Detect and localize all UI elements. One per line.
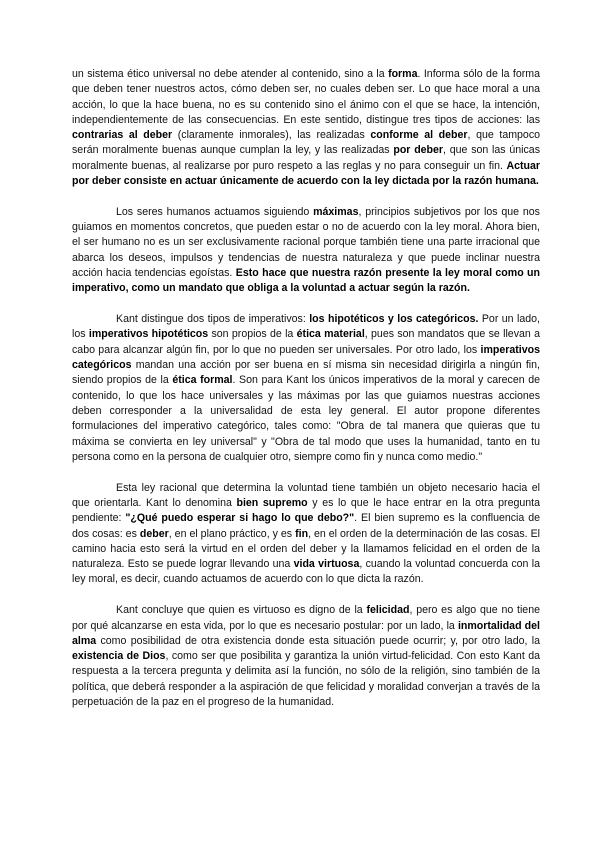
text-run: mandan una acción por ser buena en sí misma sin necesidad dirigirla a ningún fin, siendo propios de la [72, 359, 540, 387]
text-run: , como ser que posibilita y garantiza la unión virtud-felicidad. Con esto Kant da respuesta a la tercera pregunta y delimita así la función, no sólo de la religión, sino también de la política, que deberá responder a la aspiración de que felicidad y moralidad converjan a través de la perpetuación de la paz en el progreso de la humanidad. [72, 650, 540, 708]
emphasized-text: "¿Qué puedo esperar si hago lo que debo?" [125, 512, 355, 525]
text-run: , pues son mandatos que se llevan a cabo para alcanzar algún fin, por lo que no pueden ser universales. Por otro lado, los [72, 328, 540, 356]
emphasized-text: inmortalidad del alma [72, 619, 540, 647]
emphasized-text: por deber [393, 144, 444, 157]
text-run: , en el plano práctico, y es [168, 527, 296, 540]
paragraph-2 [72, 205, 540, 297]
text-run: Kant concluye que quien es virtuoso es digno de la [116, 604, 367, 617]
emphasized-text: forma [388, 68, 418, 80]
text-run: . Informa sólo de la forma que deben tener nuestros actos, cómo deben ser, no cuales deben ser. Lo que hace moral a una acción, lo que la hace buena, no es su contenido sino el ánimo con el que se hace, la intención, independientemente de las consecuencias. En este sentido, distingue tres tipos de acciones: las [72, 68, 540, 126]
paragraph-5 [72, 603, 540, 710]
text-run: un sistema ético universal no debe atender al contenido, sino a la [72, 68, 389, 80]
text-run: , principios subjetivos por los que nos guiamos en momentos concretos, que pueden estar o no de acuerdo con la ley moral. Ahora bien, el ser humano no es un ser exclusivamente racional porque también tiene una parte irracional que abarca los deseos, impulsos y tendencias de nuestra naturaleza y que puede inclinar nuestra acción hacia tendencias egoístas. [72, 205, 540, 280]
emphasized-text: ética formal [172, 374, 233, 387]
emphasized-text: felicidad [366, 604, 410, 617]
emphasized-text: deber [139, 527, 169, 540]
emphasized-text: fin [295, 527, 309, 540]
emphasized-text: Actuar por deber consiste en actuar únicamente de acuerdo con la ley dictada por la razón humana. [72, 159, 540, 188]
text-run: Por un lado, los [72, 313, 540, 341]
emphasized-text: máximas [313, 205, 359, 218]
text-run: , cuando la voluntad concuerda con la ley moral, es decir, cuando actuamos de acuerdo con lo que dicta la razón. [72, 558, 540, 586]
emphasized-text: contrarias al deber [72, 129, 173, 142]
emphasized-text: existencia de Dios [72, 650, 166, 663]
emphasized-text: imperativos hipotéticos [88, 328, 209, 341]
document-page [72, 67, 540, 726]
text-run: , que son las únicas moralmente buenas, al realizarse por puro respeto a las reglas y no para conseguir un fin. [72, 144, 540, 172]
emphasized-text: vida virtuosa [293, 558, 360, 571]
text-run: , que tampoco serán moralmente buenas aunque cumplan la ley, y las realizadas [72, 129, 541, 157]
emphasized-text: los hipotéticos y los categóricos. [309, 313, 479, 326]
emphasized-text: bien supremo [236, 496, 308, 509]
text-run: Los seres humanos actuamos siguiendo [116, 205, 314, 218]
text-run: , pero es algo que no tiene por qué alcanzarse en esta vida, por lo que es necesario postular: por un lado, la [72, 604, 540, 632]
paragraph-4 [72, 481, 540, 588]
emphasized-text: imperativos categóricos [72, 343, 540, 372]
text-run: Esta ley racional que determina la voluntad tiene también un objeto necesario hacia el que orientarla. Kant lo denomina [72, 481, 540, 509]
emphasized-text: ética material [296, 328, 365, 341]
text-run: . Son para Kant los únicos imperativos de la moral y carecen de contenido, lo que los hace universales y las máximas por las que guiamos nuestras acciones deben corresponder a la universalidad de esta ley general. El autor propone diferentes formulaciones del imperativo categórico, tales como: "Obra de tal manera que quieras que tu máxima se convierta en ley universal" y "Obra de tal modo que uses la humanidad, tanto en tu persona como en la persona de cualquier otro, siempre como fin y nunca como medio." [72, 374, 541, 463]
text-run: y es lo que le hace entrar en la otra pregunta pendiente: [72, 496, 540, 525]
paragraph-3 [72, 312, 540, 465]
emphasized-text: Esto hace que nuestra razón presente la ley moral como un imperativo, como un mandato que obliga a la voluntad a actuar según la razón. [72, 267, 541, 295]
text-run: Kant distingue dos tipos de imperativos: [116, 313, 310, 326]
text-run: . El bien supremo es la confluencia de dos cosas: es [72, 512, 540, 540]
emphasized-text: conforme al deber [370, 129, 468, 142]
text-run: , en el orden de la determinación de las cosas. El camino hacia esto será la virtud en el orden del deber y la llamamos felicidad en el orden de la naturaleza. Esto se puede lograr llevando una [72, 527, 540, 571]
paragraph-1 [72, 67, 540, 189]
text-run: son propios de la [208, 328, 297, 341]
text-run: como posibilidad de otra existencia donde esta situación puede ocurrir; y, por otro lado, la [96, 634, 540, 647]
text-run: (claramente inmorales), las realizadas [172, 129, 371, 142]
